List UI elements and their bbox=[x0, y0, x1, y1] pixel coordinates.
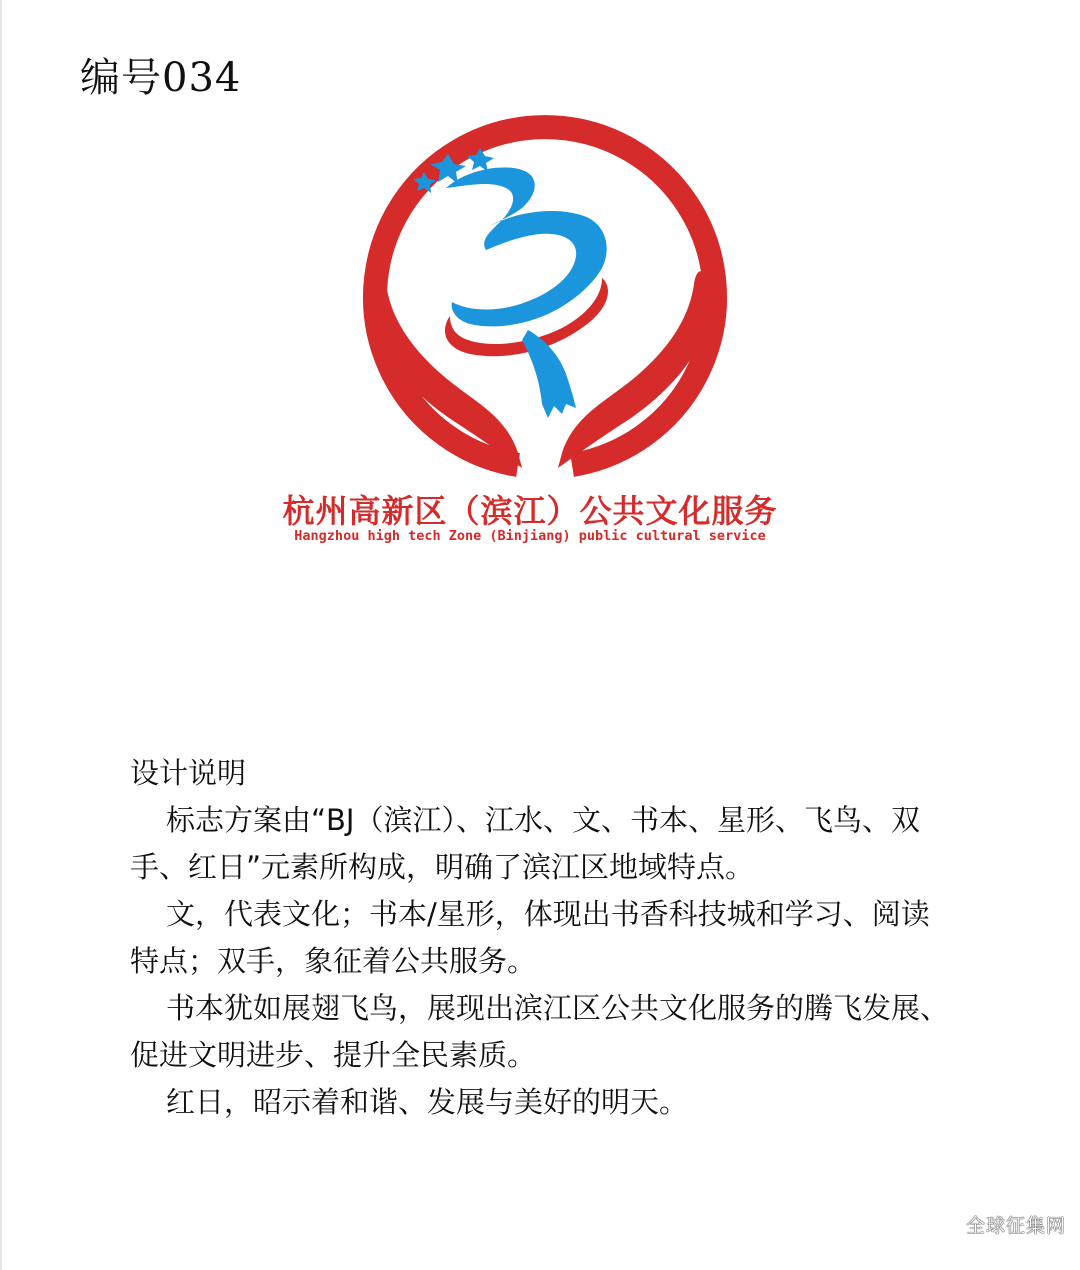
logo-graphic bbox=[340, 108, 740, 488]
description-paragraph: 书本犹如展翅飞鸟，展现出滨江区公共文化服务的腾飞发展、促进文明进步、提升全民素质。 bbox=[130, 991, 950, 1072]
logo bbox=[340, 108, 740, 488]
brand-name-chinese: 杭州高新区（滨江）公共文化服务 bbox=[282, 492, 778, 530]
blue-bird-book bbox=[446, 167, 607, 326]
description-paragraph: 红日，昭示着和谐、发展与美好的明天。 bbox=[166, 1085, 689, 1119]
description-heading: 设计说明 bbox=[130, 756, 247, 790]
design-description bbox=[130, 750, 950, 1126]
watermark: 全球征集网 bbox=[965, 1215, 1066, 1237]
description-paragraph: 标志方案由“BJ（滨江）、江水、文、书本、星形、飞鸟、双手、红日”元素所构成，明确了滨江区地域特点。 bbox=[130, 803, 920, 884]
page-edge-line bbox=[0, 0, 2, 1270]
description-paragraph: 文，代表文化；书本/星形，体现出书香科技城和学习、阅读特点；双手，象征着公共服务。 bbox=[130, 897, 930, 978]
document-number: 编号034 bbox=[80, 55, 242, 101]
brand-name-english: Hangzhou high tech Zone (Binjiang) public cultural service bbox=[294, 528, 766, 544]
